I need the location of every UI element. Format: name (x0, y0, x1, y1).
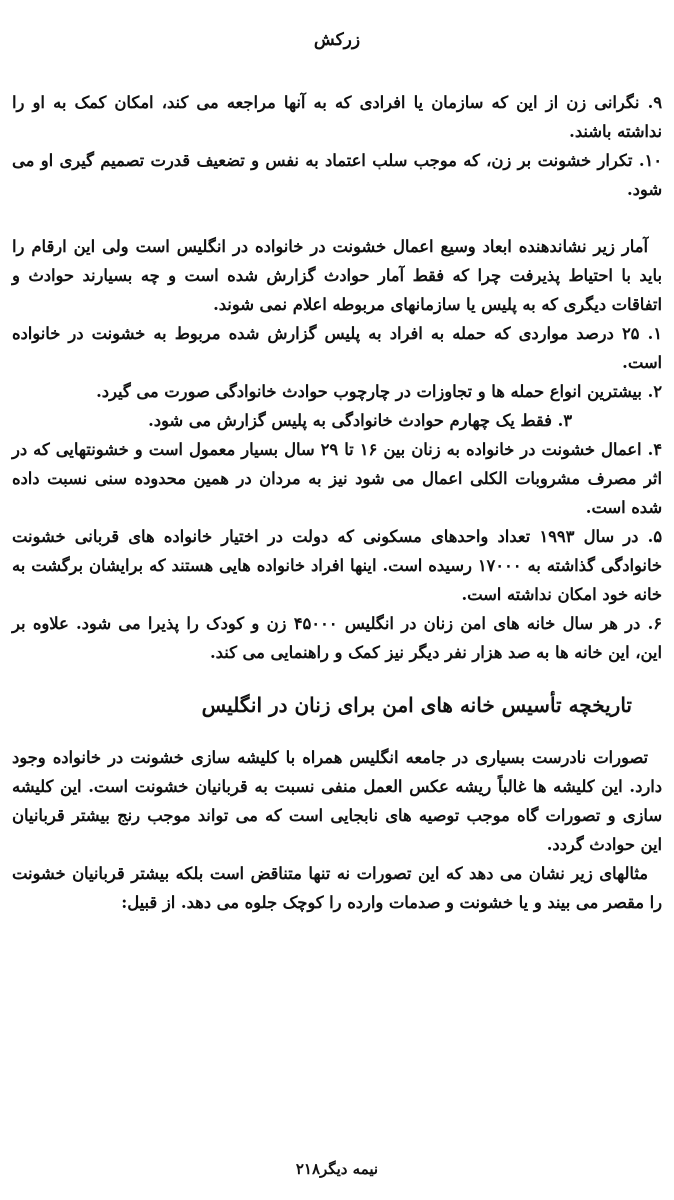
list-item: ۶. در هر سال خانه های امن زنان در انگلیس ۴۵۰۰۰ زن و کودک را پذیرا می شود. علاوه بر این، این خانه ها به صد هزار نفر دیگر نیز کمک و راهنمایی می کند. (12, 614, 662, 662)
list-item: ۵. در سال ۱۹۹۳ تعداد واحدهای مسکونی که دولت در اختیار خانواده های قربانی خشونت خانوادگی گذاشته به ۱۷۰۰۰ رسیده است. اینها افراد خانواده هایی هستند که برایشان برگشت به خانه خود امکان نداشته است. (12, 527, 663, 604)
paragraph-gap (12, 204, 662, 232)
paragraph-gap (12, 725, 662, 743)
list-item: ۱. ۲۵ درصد مواردی که حمله به افراد به پلیس گزارش شده مربوط به خشونت در خانواده است. (12, 324, 662, 372)
running-header: زرکش (313, 30, 361, 50)
list-item: ۹. نگرانی زن از این که سازمان یا افرادی که به آنها مراجعه می کند، امکان کمک به او را نداشته باشند. (12, 93, 662, 141)
section-paragraph: مثالهای زیر نشان می دهد که این تصورات نه تنها متناقض است بلکه بیشتر قربانیان خشونت را مقصر می بیند و یا خشونت و صدمات وارده را کوچک جلوه می دهد. از قبیل: (12, 864, 662, 912)
section-heading: تاریخچه تأسیس خانه های امن برای زنان در انگلیس (201, 693, 632, 717)
list-item: ۱۰. تکرار خشونت بر زن، که موجب سلب اعتماد به نفس و تضعیف قدرت تصمیم گیری او می شود. (12, 151, 662, 199)
paragraph-gap (12, 667, 662, 685)
section-paragraph: تصورات نادرست بسیاری در جامعه انگلیس همراه با کلیشه سازی خشونت در خانواده وجود دارد. این کلیشه ها غالباً ریشه عکس العمل منفی نسبت به قربانیان خشونت است. این کلیشه سازی و تصورات گاه موجب توصیه های نابجایی است که می تواند موجب رنج بیشتر قربانیان این حوادث گردد. (12, 748, 662, 854)
list-item: ۲. بیشترین انواع حمله ها و تجاوزات در چارچوب حوادث خانوادگی صورت می گیرد. (96, 382, 662, 401)
list-item: ۳. فقط یک چهارم حوادث خانوادگی به پلیس گزارش می شود. (148, 411, 572, 430)
page-body (12, 88, 662, 917)
page-footer: نیمه دیگر۲۱۸ (295, 1160, 379, 1178)
stats-intro-paragraph: آمار زیر نشاندهنده ابعاد وسیع اعمال خشونت در خانواده در انگلیس است ولی این ارقام را باید با احتیاط پذیرفت چرا که فقط آمار حوادث گزارش شده است و چه بسیارند حوادث و اتفاقات دیگری که به پلیس یا سازمانهای مربوطه اعلام نمی شوند. (12, 237, 662, 314)
list-item: ۴. اعمال خشونت در خانواده به زنان بین ۱۶ تا ۲۹ سال بسیار معمول است و خشونتهایی که در اثر مصرف مشروبات الکلی اعمال می شود نیز به مردان در همین محدوده سنی نسبت داده شده است. (12, 440, 662, 517)
